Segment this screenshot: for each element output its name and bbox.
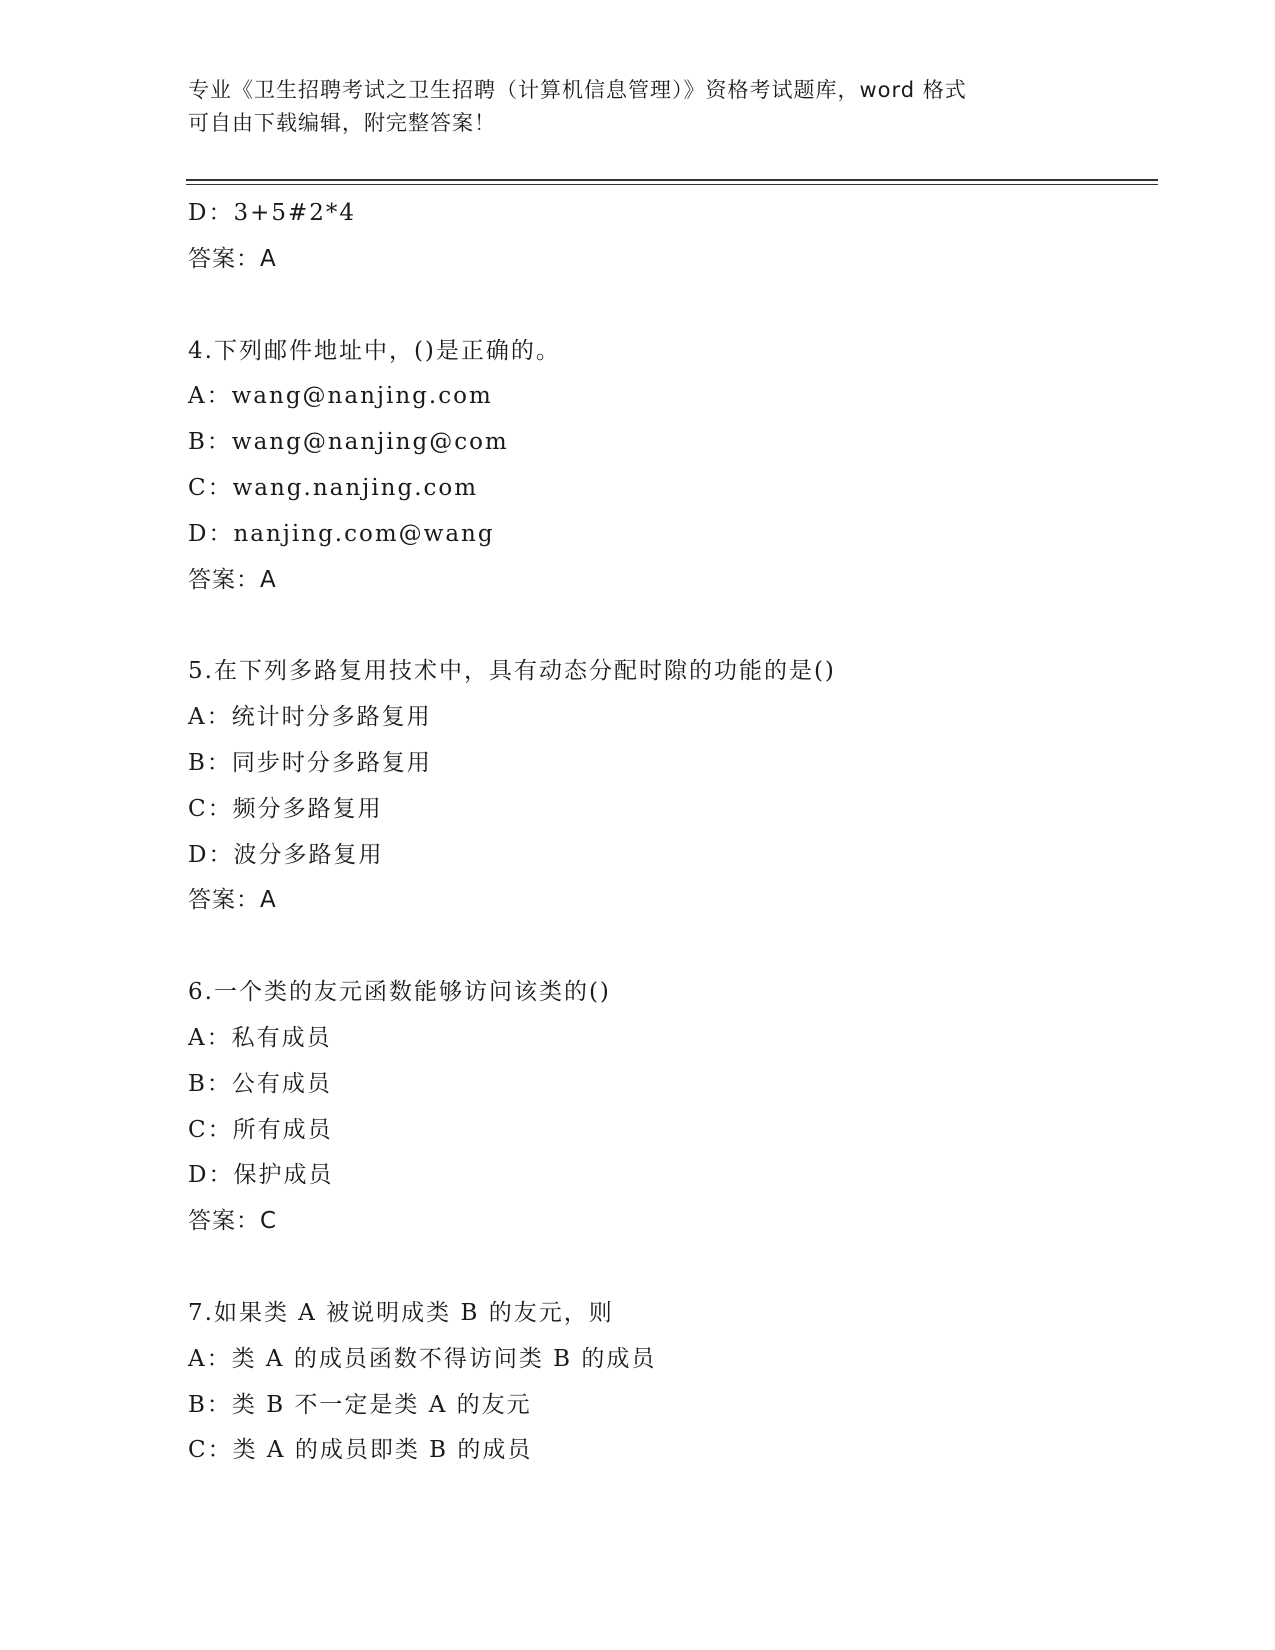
- question-block-5: [188, 649, 1148, 924]
- option-c: C：类 A 的成员即类 B 的成员: [188, 1437, 533, 1464]
- question-block-7: [188, 1291, 1148, 1474]
- option-b: B：类 B 不一定是类 A 的友元: [188, 1391, 532, 1418]
- question-block-6: [188, 970, 1148, 1245]
- option-d: D：nanjing.com@wang: [188, 520, 495, 547]
- option-d: D：波分多路复用: [188, 841, 384, 868]
- answer-line: 答案：A: [188, 566, 277, 593]
- option-a: A：统计时分多路复用: [188, 704, 432, 731]
- block-spacer: [188, 924, 1148, 970]
- question-stem: 7.如果类 A 被说明成类 B 的友元，则: [188, 1299, 614, 1326]
- question-stem: 6.一个类的友元函数能够访问该类的(): [188, 979, 611, 1006]
- header-divider-thin: [186, 184, 1158, 185]
- question-block-3-tail: [188, 191, 1148, 283]
- header-line-1: 专业《卫生招聘考试之卫生招聘（计算机信息管理）》资格考试题库，word 格式: [188, 78, 967, 102]
- question-list: [188, 191, 1148, 1474]
- option-a: A：wang@nanjing.com: [188, 383, 493, 410]
- header-line-2: 可自由下载编辑，附完整答案！: [188, 111, 496, 135]
- block-spacer: [188, 283, 1148, 329]
- block-spacer: [188, 1245, 1148, 1291]
- answer-line: 答案：A: [188, 245, 277, 272]
- option-c: C：所有成员: [188, 1116, 333, 1143]
- option-d: D：保护成员: [188, 1162, 334, 1189]
- question-block-4: [188, 329, 1148, 604]
- header-divider-thick: [186, 179, 1158, 181]
- document-header: [188, 74, 1088, 140]
- option-b: B：同步时分多路复用: [188, 749, 432, 776]
- option-c: C：wang.nanjing.com: [188, 474, 479, 501]
- option-d: D：3+5#2*4: [188, 200, 357, 226]
- question-stem: 5.在下列多路复用技术中，具有动态分配时隙的功能的是(): [188, 658, 836, 685]
- block-spacer: [188, 603, 1148, 649]
- option-b: B：wang@nanjing@com: [188, 429, 509, 456]
- option-a: A：类 A 的成员函数不得访问类 B 的成员: [188, 1345, 657, 1372]
- answer-line: 答案：A: [188, 887, 277, 914]
- option-a: A：私有成员: [188, 1024, 332, 1051]
- question-stem: 4.下列邮件地址中，()是正确的。: [188, 337, 561, 364]
- option-b: B：公有成员: [188, 1070, 332, 1097]
- option-c: C：频分多路复用: [188, 795, 383, 822]
- answer-line: 答案：C: [188, 1208, 278, 1235]
